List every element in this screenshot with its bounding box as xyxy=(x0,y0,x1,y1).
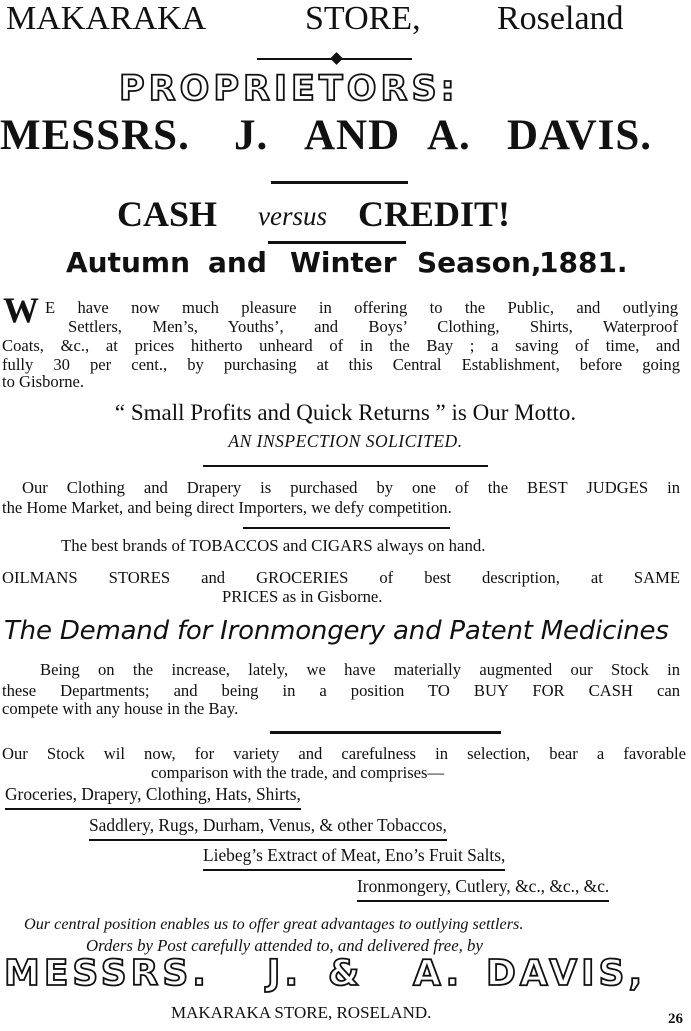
owner-name-top: DAVIS. xyxy=(507,112,653,159)
versus-word: versus xyxy=(258,201,327,231)
closing-line-1: Our central position enables us to offer great advantages to outlying settlers. xyxy=(24,915,524,933)
rule-after-clothing xyxy=(243,527,450,529)
owner-messrs-top: MESSRS. xyxy=(0,112,190,159)
rule-after-inspection xyxy=(203,465,488,467)
oilmans-line-1: OILMANS STORES and GROCERIES of best description, at SAME xyxy=(2,568,680,587)
intro-dropcap: W xyxy=(3,290,39,330)
owner-j-top: J. xyxy=(234,112,269,159)
owner-a-bottom: A. xyxy=(413,953,464,994)
stock-line-1: Our Stock wil now, for variety and carefulness in selection, bear a favorable xyxy=(2,744,686,763)
motto-line: “ Small Profits and Quick Returns ” is Our Motto. xyxy=(114,400,577,425)
intro-line-4: fully 30 per cent., by purchasing at this Central Establishment, before going xyxy=(2,355,680,374)
tobaccos-line: The best brands of TOBACCOS and CIGARS always on hand. xyxy=(61,536,486,555)
demand-body-line-3: compete with any house in the Bay. xyxy=(2,699,239,718)
rule-after-demand xyxy=(270,731,501,734)
clothing-line-1: Our Clothing and Drapery is purchased by one of the BEST JUDGES in xyxy=(22,478,680,497)
season-winter: Winter xyxy=(290,246,397,279)
owner-j-bottom: J. xyxy=(267,953,303,994)
demand-heading: The Demand for Ironmongery and Patent Medicines xyxy=(4,616,669,646)
page-number: 26 xyxy=(668,1011,683,1027)
stock-line-2: comparison with the trade, and comprises— xyxy=(151,763,445,782)
season-autumn: Autumn xyxy=(66,246,191,279)
credit-word: CREDIT! xyxy=(358,194,511,234)
owner-and-top: AND xyxy=(304,112,401,159)
goods-row-1: Groceries, Drapery, Clothing, Hats, Shirts, xyxy=(5,784,301,804)
demand-body-line-1: Being on the increase, lately, we have materially augmented our Stock in xyxy=(40,660,680,679)
clothing-line-2: the Home Market, and being direct Importers, we defy competition. xyxy=(2,498,452,517)
ornament-diamond-icon xyxy=(330,52,343,65)
footer-address: MAKARAKA STORE, ROSELAND. xyxy=(171,1003,432,1022)
rule-under-cash xyxy=(268,241,406,244)
goods-row-3: Liebeg’s Extract of Meat, Eno’s Fruit Salts, xyxy=(203,845,506,865)
intro-line-3: Coats, &c., at prices hitherto unheard of in the Bay ; a saving of time, and xyxy=(2,336,680,355)
goods-row-4: Ironmongery, Cutlery, &c., &c., &c. xyxy=(357,876,610,896)
inspection-line: AN INSPECTION SOLICITED. xyxy=(228,431,463,451)
masthead-right: Roseland xyxy=(497,0,624,37)
season-season: Season, xyxy=(417,246,542,279)
cash-word: CASH xyxy=(117,194,218,234)
oilmans-line-2: PRICES as in Gisborne. xyxy=(222,587,383,606)
owner-a-top: A. xyxy=(427,112,471,159)
intro-line-5: to Gisborne. xyxy=(2,372,85,391)
owner-messrs-bottom: MESSRS. xyxy=(4,953,210,994)
owner-amp-bottom: & xyxy=(328,953,364,994)
season-and: and xyxy=(208,246,267,279)
goods-row-2: Saddlery, Rugs, Durham, Venus, & other Tobaccos, xyxy=(89,815,447,835)
demand-body-line-2: these Departments; and being in a position TO BUY FOR CASH can xyxy=(2,681,680,700)
intro-line-2: Settlers, Men’s, Youths’, and Boys’ Clothing, Shirts, Waterproof xyxy=(68,317,678,336)
masthead-left: MAKARAKA xyxy=(6,0,207,37)
masthead-middle: STORE, xyxy=(305,0,421,37)
season-year: 1881. xyxy=(539,246,628,279)
rule-under-owners xyxy=(271,181,408,184)
owner-name-bottom: DAVIS, xyxy=(486,953,647,994)
proprietors-heading: PROPRIETORS: xyxy=(119,69,459,109)
closing-line-2: Orders by Post carefully attended to, and delivered free, by xyxy=(86,936,483,955)
intro-line-1: E have now much pleasure in offering to the Public, and outlying xyxy=(45,298,678,317)
